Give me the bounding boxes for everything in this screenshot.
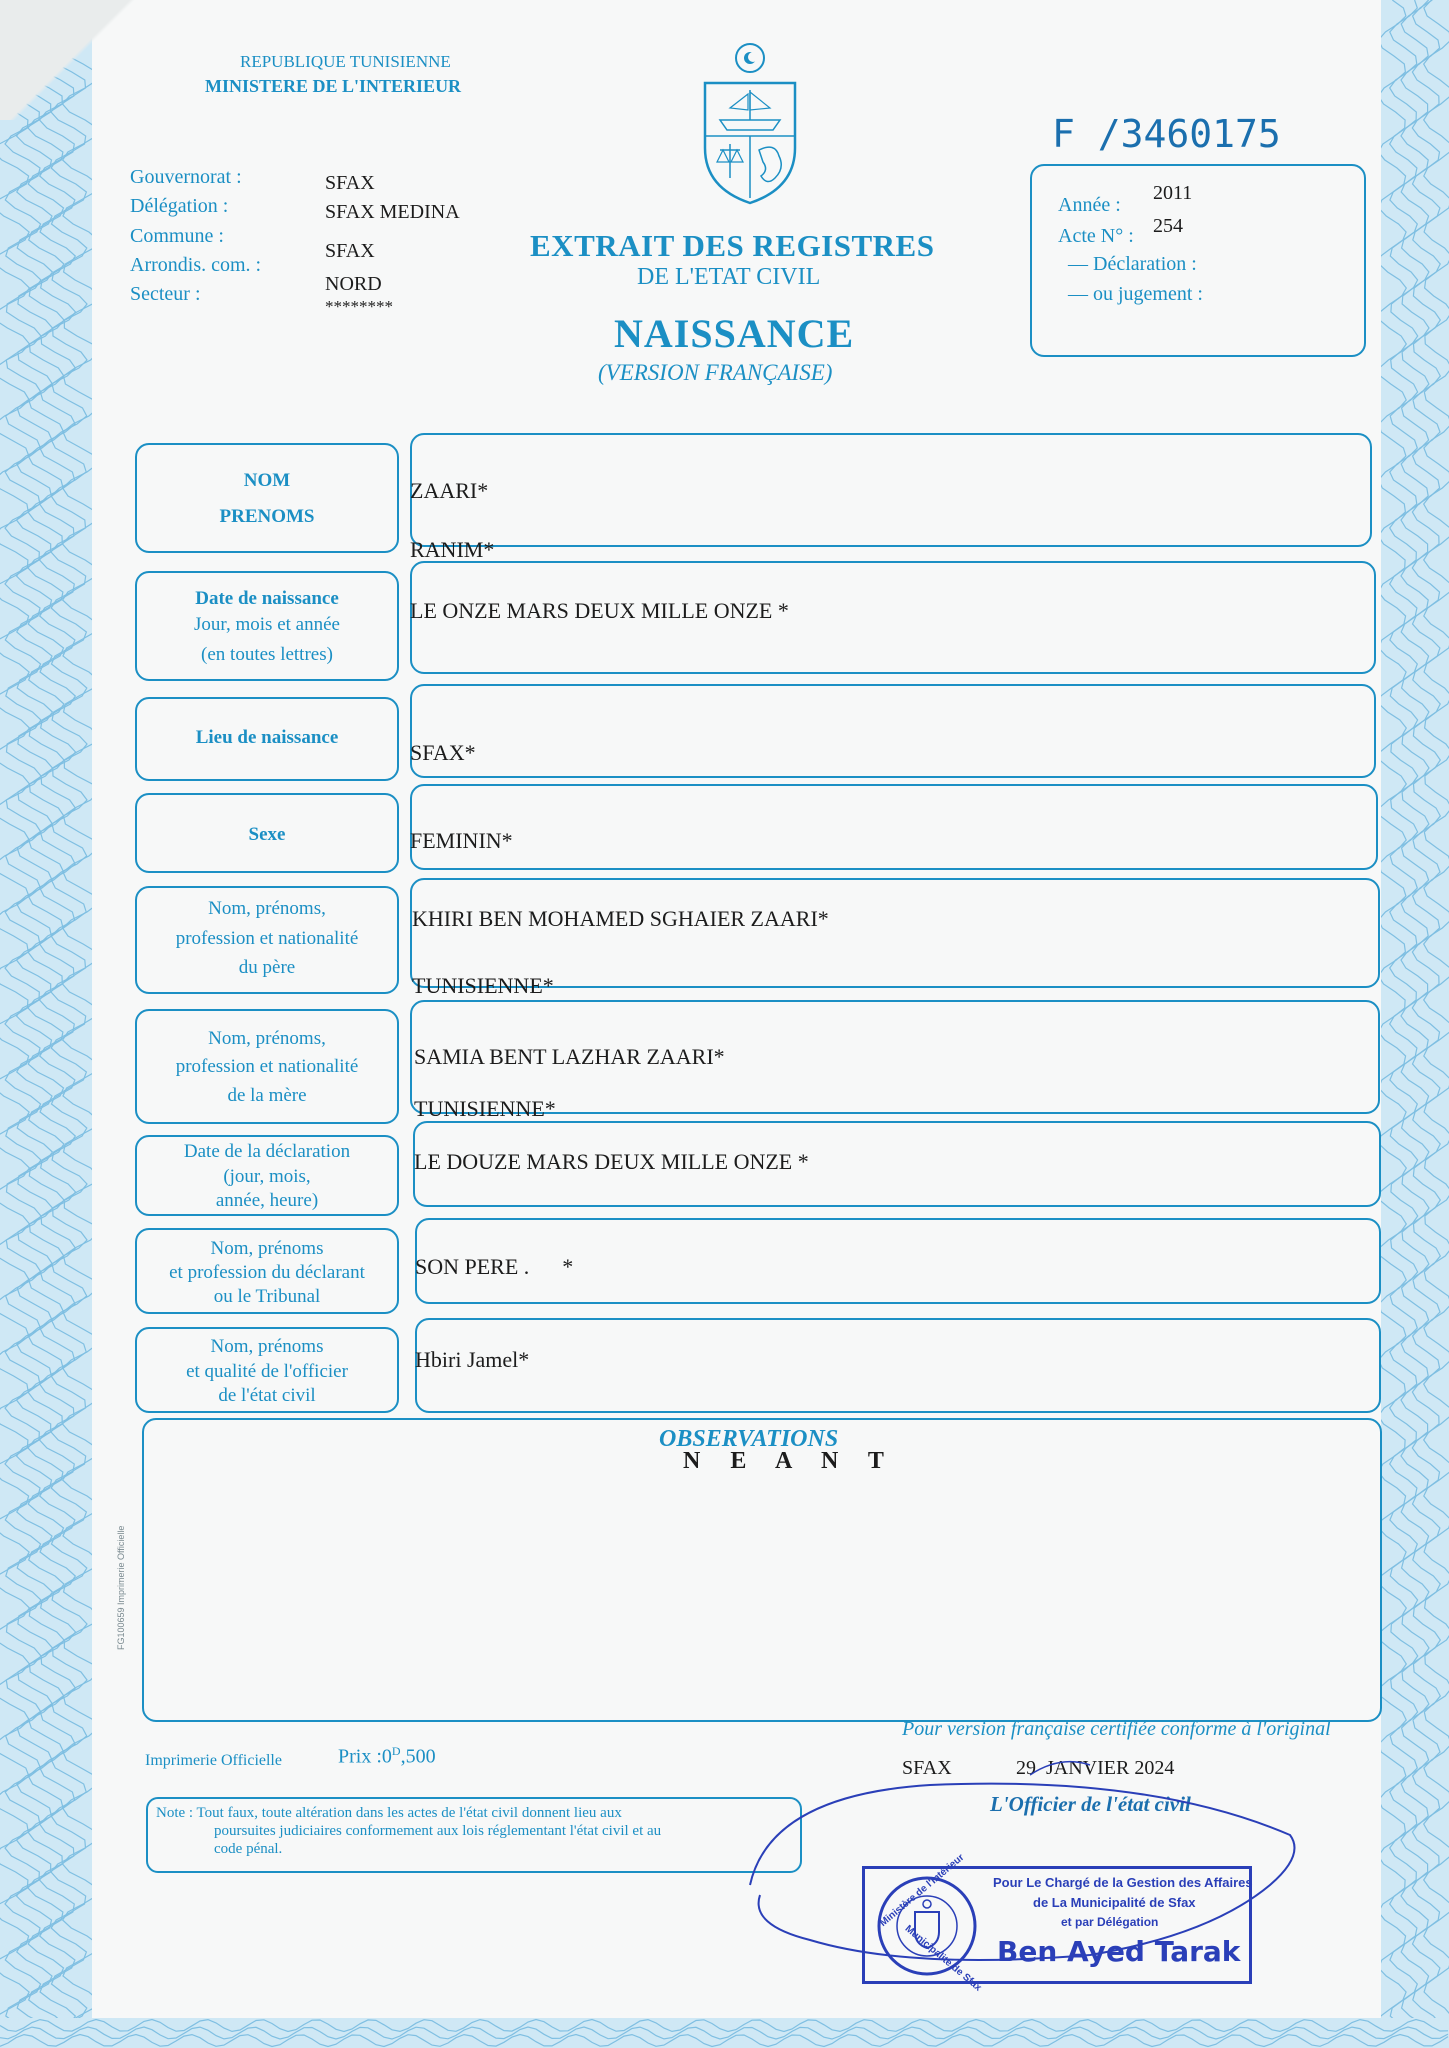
- declaration-date-value: LE DOUZE MARS DEUX MILLE ONZE *: [414, 1149, 809, 1174]
- legal-note-line-2: poursuites judiciaires conformement aux lois réglementant l'état civil et au: [214, 1823, 662, 1839]
- gouvernorat-value: SFAX: [325, 172, 375, 194]
- pere-label-2: profession et nationalité: [175, 928, 359, 949]
- officier-label-2: et qualité de l'officier: [186, 1361, 348, 1382]
- legal-note-box: [146, 1797, 802, 1873]
- stamp-line-3: et par Délégation: [1061, 1915, 1159, 1929]
- declaration-date-label-2: (jour, mois,: [223, 1166, 311, 1187]
- declarant-value: SON PERE . *: [415, 1254, 574, 1279]
- folded-corner: [0, 0, 150, 120]
- stamp-line-2: de La Municipalité de Sfax: [1033, 1895, 1196, 1910]
- pere-label-1: Nom, prénoms,: [208, 898, 326, 919]
- version-label: (VERSION FRANÇAISE): [598, 360, 833, 385]
- declaration-date-label-1: Date de la déclaration: [183, 1141, 351, 1162]
- lieu-label: Lieu de naissance: [195, 727, 339, 748]
- annee-value: 2011: [1153, 182, 1193, 204]
- prenoms-label: PRENOMS: [219, 506, 315, 527]
- republic-heading: REPUBLIQUE TUNISIENNE: [240, 52, 451, 71]
- prenoms-value: RANIM*: [410, 537, 495, 562]
- officier-value: Hbiri Jamel*: [415, 1347, 530, 1372]
- acte-number-value: 254: [1153, 215, 1183, 237]
- mere-label-1: Nom, prénoms,: [208, 1028, 326, 1049]
- nom-value: ZAARI*: [410, 478, 489, 503]
- side-print-code: FG100659 Imprimerie Officielle: [116, 1525, 126, 1650]
- date-naissance-value: LE ONZE MARS DEUX MILLE ONZE *: [410, 598, 789, 623]
- ministry-heading: MINISTERE DE L'INTERIEUR: [205, 76, 462, 96]
- declarant-label-3: ou le Tribunal: [213, 1286, 321, 1307]
- value-box-pere: [410, 878, 1380, 988]
- printer-label: Imprimerie Officielle: [145, 1752, 282, 1769]
- issue-place: SFAX: [902, 1757, 952, 1779]
- mere-nationality-value: TUNISIENNE*: [414, 1096, 556, 1121]
- officier-label-1: Nom, prénoms: [210, 1336, 324, 1357]
- sexe-value: FEMININ*: [410, 828, 513, 853]
- legal-note-line-1: Note : Tout faux, toute altération dans les actes de l'état civil donnent lieu aux: [156, 1805, 622, 1821]
- label-box-nom: [135, 443, 399, 553]
- acte-number-label: Acte N° :: [1058, 225, 1134, 247]
- value-box-lieu: [410, 684, 1376, 778]
- arrondissement-label: Arrondis. com. :: [130, 254, 262, 276]
- annee-label: Année :: [1058, 194, 1121, 216]
- stamp-line-1: Pour Le Chargé de la Gestion des Affaires: [993, 1875, 1253, 1890]
- mere-label-3: de la mère: [227, 1085, 307, 1106]
- secteur-value: ********: [325, 297, 393, 316]
- price-label: Prix $:0^D,500$: [338, 1744, 436, 1768]
- sexe-label: Sexe: [248, 824, 286, 845]
- nom-label: NOM: [243, 470, 291, 491]
- officer-title: L'Officier de l'état civil: [990, 1792, 1191, 1816]
- mere-label-2: profession et nationalité: [175, 1056, 359, 1077]
- commune-label: Commune :: [130, 225, 224, 247]
- secteur-label: Secteur :: [130, 283, 201, 305]
- observations-value: N E A N T: [683, 1448, 896, 1474]
- delegation-label: Délégation :: [130, 195, 229, 217]
- date-naissance-label: Date de naissance: [195, 588, 339, 609]
- commune-value: SFAX: [325, 240, 375, 262]
- lieu-value: SFAX*: [410, 740, 476, 765]
- pere-label-3: du père: [238, 957, 296, 978]
- pere-name-value: KHIRI BEN MOHAMED SGHAIER ZAARI*: [412, 906, 829, 931]
- issue-date: 29 JANVIER 2024: [1016, 1757, 1175, 1779]
- document-subtitle: DE L'ETAT CIVIL: [637, 264, 821, 290]
- value-box-nom: [410, 433, 1372, 547]
- coat-of-arms-icon: [695, 38, 805, 208]
- stamp-signatory: Ben Ayed Tarak: [997, 1935, 1241, 1968]
- date-naissance-sublabel-2: (en toutes lettres): [201, 644, 333, 665]
- declaration-label: — Déclaration :: [1068, 253, 1197, 275]
- serial-number: F /3460175: [1052, 112, 1281, 156]
- declarant-label-1: Nom, prénoms: [210, 1238, 324, 1259]
- value-box-officier: [415, 1318, 1381, 1413]
- guilloche-border-right: [1381, 0, 1449, 2048]
- act-type-title: NAISSANCE: [614, 311, 855, 356]
- arrondissement-value: NORD: [325, 273, 382, 295]
- guilloche-border-left: [0, 0, 92, 2048]
- pere-nationality-value: TUNISIENNE*: [412, 973, 554, 998]
- document-title: EXTRAIT DES REGISTRES: [530, 228, 935, 263]
- seal-bottom-text: Municipalité de Sfax: [902, 1923, 984, 1994]
- officier-label-3: de l'état civil: [218, 1385, 316, 1406]
- legal-note-line-3: code pénal.: [214, 1841, 283, 1857]
- delegation-value: SFAX MEDINA: [325, 201, 460, 223]
- seal-top-text: Ministère de l'Intérieur: [877, 1852, 967, 1929]
- value-box-sexe: [410, 784, 1378, 870]
- guilloche-border-bottom: [0, 2018, 1449, 2048]
- declaration-date-label-3: année, heure): [215, 1190, 319, 1211]
- certification-line: Pour version française certifiée conforme à l'original: [902, 1718, 1331, 1740]
- declarant-label-2: et profession du déclarant: [169, 1262, 365, 1283]
- date-naissance-sublabel-1: Jour, mois et année: [194, 614, 340, 635]
- gouvernorat-label: Gouvernorat :: [130, 166, 242, 188]
- mere-name-value: SAMIA BENT LAZHAR ZAARI*: [414, 1044, 725, 1069]
- jugement-label: — ou jugement :: [1068, 283, 1203, 305]
- observations-title: OBSERVATIONS: [659, 1426, 839, 1452]
- official-stamp: [862, 1852, 1253, 1994]
